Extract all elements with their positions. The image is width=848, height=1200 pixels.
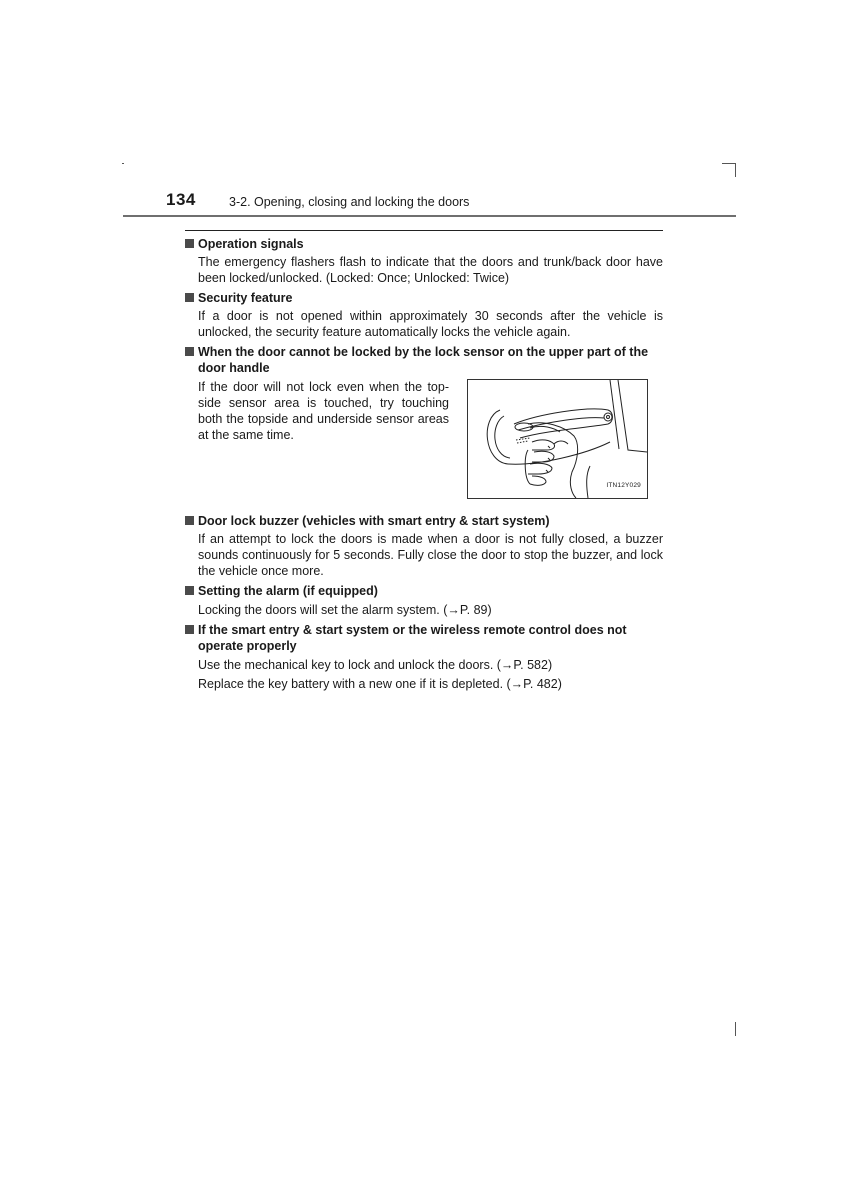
heading-text: When the door cannot be locked by the lock sensor on the upper part of the door handle xyxy=(198,345,649,375)
figure-code: ITN12Y029 xyxy=(606,482,641,489)
crop-mark-top-right-h xyxy=(722,163,736,164)
section-operation-signals xyxy=(185,236,663,286)
section-security-feature xyxy=(185,290,663,340)
square-bullet-icon xyxy=(185,239,194,248)
section-body: Locking the doors will set the alarm system. (→P. 89) xyxy=(198,603,492,617)
section-body: If the door will not lock even when the top-side sensor area is touched, try touching both the topside and underside sensor areas at the same time. xyxy=(198,380,449,442)
heading-text: Operation signals xyxy=(198,237,304,251)
section-heading xyxy=(185,622,663,654)
section-lock-sensor xyxy=(185,344,663,499)
crop-mark-bottom-right-v xyxy=(735,1022,736,1036)
section-body: If a door is not opened within approximately 30 seconds after the vehicle is unlocked, the security feature automatically locks the vehicle again. xyxy=(198,309,663,339)
square-bullet-icon xyxy=(185,586,194,595)
section-body: The emergency flashers flash to indicate that the doors and trunk/back door have been locked/unlocked. (Locked: Once; Unlocked: Twice) xyxy=(198,255,663,285)
header-rule xyxy=(123,215,736,217)
content-rule xyxy=(185,230,663,231)
section-heading xyxy=(185,344,663,376)
page-content xyxy=(185,236,663,696)
section-body: Use the mechanical key to lock and unlock the doors. (→P. 582) xyxy=(198,658,553,672)
section-title: 3-2. Opening, closing and locking the doors xyxy=(229,195,470,209)
heading-text: If the smart entry & start system or the wireless remote control does not operate properly xyxy=(198,623,627,653)
square-bullet-icon xyxy=(185,516,194,525)
page-number: 134 xyxy=(166,190,196,209)
heading-text: Security feature xyxy=(198,291,293,305)
section-heading xyxy=(185,513,663,529)
heading-text: Setting the alarm (if equipped) xyxy=(198,584,378,598)
section-heading xyxy=(185,236,663,252)
section-body-extra: Replace the key battery with a new one if it is depleted. (→P. 482) xyxy=(198,677,562,691)
section-heading xyxy=(185,290,663,306)
door-handle-illustration xyxy=(467,379,648,499)
square-bullet-icon xyxy=(185,347,194,356)
section-smart-entry-fails xyxy=(185,622,663,692)
section-heading xyxy=(185,583,663,599)
section-body: If an attempt to lock the doors is made when a door is not fully closed, a buzzer sounds continuously for 5 seconds. Fully close the door to stop the buzzer, and lock the vehicle once more. xyxy=(198,532,663,578)
heading-text: Door lock buzzer (vehicles with smart entry & start system) xyxy=(198,514,550,528)
square-bullet-icon xyxy=(185,625,194,634)
crop-mark-top-left-dot xyxy=(122,163,124,164)
text-with-figure xyxy=(198,379,663,499)
crop-mark-top-right-v xyxy=(735,163,736,177)
section-door-lock-buzzer xyxy=(185,513,663,579)
square-bullet-icon xyxy=(185,293,194,302)
section-setting-alarm xyxy=(185,583,663,618)
